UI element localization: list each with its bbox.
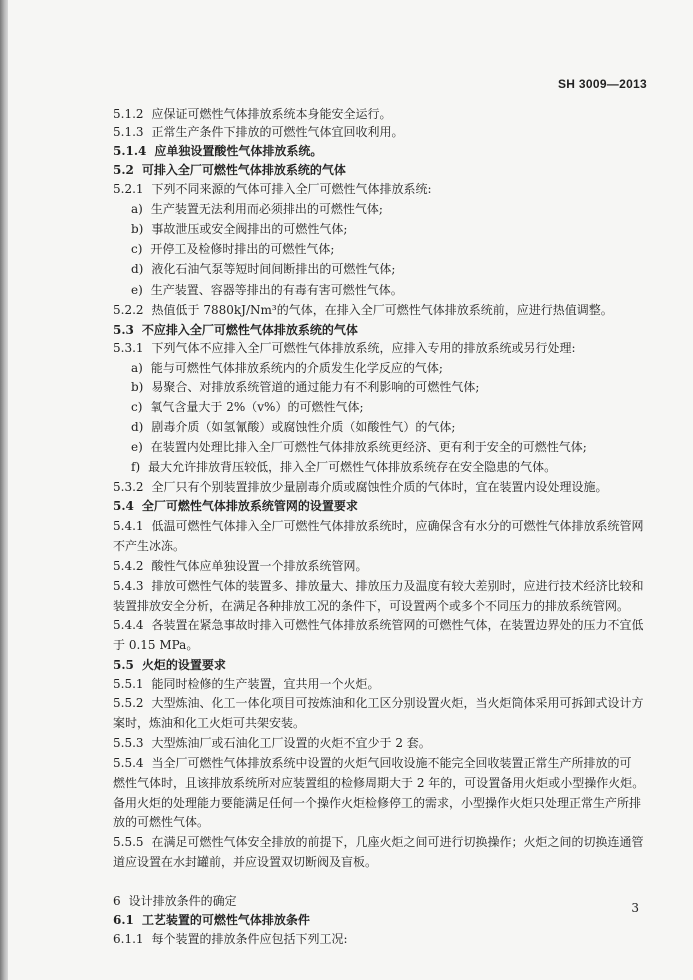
clause-line (113, 143, 322, 159)
clause-line (131, 282, 403, 298)
clause-continuation (113, 598, 629, 614)
clause-number: 6 (113, 894, 121, 908)
clause-line (113, 735, 431, 751)
clause-text: 开停工及检修时排出的可燃性气体; (150, 242, 335, 256)
clause-text: 大型炼油、化工一体化项目可按炼油和化工区分别设置火炬，当火炬筒体采用可拆卸式设计方 (151, 696, 644, 710)
clause-number: 5.2 (113, 163, 134, 177)
clause-line (113, 931, 348, 947)
clause-line (131, 399, 363, 415)
clause-line (113, 498, 358, 514)
clause-continuation (113, 637, 198, 653)
clause-line (113, 322, 358, 338)
clause-text: 道应设置在水封罐前，并应设置双切断阀及盲板。 (113, 855, 378, 869)
clause-number: 5.4.3 (113, 579, 144, 593)
clause-number: e) (131, 283, 143, 297)
clause-text: 装置排放安全分析，在满足各种排放工况的条件下，可设置两个或多个不同压力的排放系统管网。 (113, 599, 630, 613)
clause-text: 于 0.15 MPa。 (113, 638, 199, 652)
clause-number: 5.2.1 (113, 182, 144, 196)
clause-line (131, 439, 587, 455)
page-number: 3 (631, 901, 639, 915)
clause-line (113, 479, 608, 495)
clause-line (113, 578, 644, 594)
clause-text: 每个装置的排放条件应包括下列工况: (151, 932, 348, 946)
clause-text: 备用火炬的处理能力要能满足任何一个操作火炬检修停工的需求，小型操作火炬只处理正常生产所排 (113, 796, 642, 810)
clause-continuation (113, 775, 644, 791)
clause-text: 下列不同来源的气体可排入全厂可燃性气体排放系统: (151, 182, 432, 196)
clause-text: 生产装置无法利用而必须排出的可燃性气体; (150, 202, 383, 216)
clause-number: 5.5.1 (113, 677, 144, 691)
clause-number: 5.4.2 (113, 559, 144, 573)
clause-line (113, 162, 346, 178)
clause-text: 案时，炼油和化工火炬可共架安装。 (113, 716, 306, 730)
clause-number: d) (131, 420, 144, 434)
clause-text: 剧毒介质（如氢氰酸）或腐蚀性介质（如酸性气）的气体; (151, 420, 456, 434)
clause-line (113, 676, 380, 692)
clause-text: 最大允许排放背压较低，排入全厂可燃性气体排放系统存在安全隐患的气体。 (148, 460, 557, 474)
clause-line (131, 419, 455, 435)
clause-text: 应保证可燃性气体排放系统本身能安全运行。 (151, 107, 392, 121)
standard-number: SH 3009—2013 (558, 77, 647, 91)
clause-text: 火炬的设置要求 (141, 658, 226, 672)
clause-number: 5.5 (113, 658, 134, 672)
clause-text: 能同时检修的生产装置，宜共用一个火炬。 (151, 677, 380, 691)
clause-line (113, 106, 392, 122)
clause-number: 5.3.2 (113, 480, 144, 494)
clause-text: 酸性气体应单独设置一个排放系统管网。 (151, 559, 368, 573)
clause-number: 5.1.3 (113, 125, 144, 139)
clause-text: 生产装置、容器等排出的有毒有害可燃性气体。 (150, 283, 403, 297)
clause-line (113, 558, 368, 574)
clause-text: 能与可燃性气体排放系统内的介质发生化学反应的气体; (150, 361, 443, 375)
clause-number: 5.1.4 (113, 144, 147, 158)
clause-number: b) (131, 222, 144, 236)
clause-text: 不应排入全厂可燃性气体排放系统的气体 (141, 323, 358, 337)
clause-text: 燃性气体时，且该排放系统所对应装置组的检修周期大于 2 年的，可设置备用火炬或小型操作火炬。 (113, 776, 645, 790)
clause-text: 设计排放条件的确定 (128, 894, 237, 908)
clause-number: 5.4 (113, 499, 134, 513)
clause-text: 正常生产条件下排放的可燃性气体宜回收利用。 (151, 125, 404, 139)
clause-text: 全厂可燃性气体排放系统管网的设置要求 (141, 499, 358, 513)
clause-number: 5.4.4 (113, 618, 144, 632)
clause-line (113, 124, 404, 140)
clause-line (131, 201, 383, 217)
clause-continuation (113, 854, 377, 870)
scan-binding-edge (0, 0, 8, 980)
clause-text: 低温可燃性气体排入全厂可燃性气体排放系统时，应确保含有水分的可燃性气体排放系统管网 (151, 519, 644, 533)
clause-number: 5.1.2 (113, 107, 144, 121)
clause-number: 6.1 (113, 913, 134, 927)
clause-text: 工艺装置的可燃性气体排放条件 (141, 913, 310, 927)
clause-line (113, 518, 644, 534)
clause-line (131, 261, 395, 277)
clause-number: c) (131, 242, 143, 256)
clause-number: 5.3 (113, 323, 134, 337)
clause-text: 易聚合、对排放系统管道的通过能力有不利影响的可燃性气体; (151, 380, 480, 394)
clause-line (113, 340, 576, 356)
clause-text: 液化石油气泵等短时间间断排出的可燃性气体; (151, 262, 396, 276)
clause-number: 5.5.5 (113, 835, 144, 849)
clause-text: 下列气体不应排入全厂可燃性气体排放系统，应排入专用的排放系统或另行处理: (151, 341, 576, 355)
clause-line (113, 834, 644, 850)
clause-line (131, 379, 479, 395)
clause-line (113, 657, 226, 673)
clause-line (131, 459, 556, 475)
clause-number: 5.5.4 (113, 756, 144, 770)
clause-line (113, 181, 432, 197)
clause-number: 5.5.2 (113, 696, 144, 710)
document-page (8, 0, 693, 980)
clause-number: c) (131, 400, 143, 414)
clause-text: 大型炼油厂或石油化工厂设置的火炬不宜少于 2 套。 (151, 736, 431, 750)
clause-number: 6.1.1 (113, 932, 144, 946)
clause-text: 在装置内处理比排入全厂可燃性气体排放系统更经济、更有利于安全的可燃性气体; (150, 440, 587, 454)
clause-continuation (113, 795, 641, 811)
clause-continuation (113, 715, 305, 731)
clause-text: 事故泄压或安全阀排出的可燃性气体; (151, 222, 348, 236)
clause-text: 排放可燃性气体的装置多、排放量大、排放压力及温度有较大差别时，应进行技术经济比较和 (151, 579, 644, 593)
clause-line (131, 360, 443, 376)
clause-number: 5.3.1 (113, 341, 144, 355)
clause-continuation (113, 814, 209, 830)
clause-text: 各装置在紧急事故时排入可燃性气体排放系统管网的可燃性气体，在装置边界处的压力不宜低 (151, 618, 644, 632)
clause-number: b) (131, 380, 144, 394)
clause-text: 不产生冰冻。 (113, 539, 186, 553)
clause-line (113, 695, 644, 711)
clause-text: 全厂只有个别装置排放少量剧毒介质或腐蚀性介质的气体时，宜在装置内设处理设施。 (151, 480, 608, 494)
clause-text: 应单独设置酸性气体排放系统。 (154, 144, 323, 158)
clause-text: 氧气含量大于 2%（v%）的可燃性气体; (150, 400, 364, 414)
clause-line (113, 617, 644, 633)
clause-line (113, 302, 613, 318)
clause-continuation (113, 538, 185, 554)
clause-number: a) (131, 202, 143, 216)
clause-number: d) (131, 262, 144, 276)
clause-line (131, 221, 347, 237)
clause-number: a) (131, 361, 143, 375)
clause-number: f) (131, 460, 141, 474)
clause-line (113, 755, 632, 771)
clause-text: 热值低于 7880kJ/Nm³的气体，在排入全厂可燃性气体排放系统前，应进行热值调整。 (151, 303, 613, 317)
clause-text: 当全厂可燃性气体排放系统中设置的火炬气回收设施不能完全回收装置正常生产所排放的可 (151, 756, 632, 770)
clause-number: 5.2.2 (113, 303, 144, 317)
clause-text: 放的可燃性气体。 (113, 815, 210, 829)
clause-text: 在满足可燃性气体安全排放的前提下，几座火炬之间可进行切换操作；火炬之间的切换连通管 (151, 835, 644, 849)
clause-number: 5.5.3 (113, 736, 144, 750)
clause-text: 可排入全厂可燃性气体排放系统的气体 (141, 163, 346, 177)
clause-line (131, 241, 334, 257)
clause-line (113, 912, 310, 928)
clause-line (113, 893, 237, 909)
clause-number: 5.4.1 (113, 519, 144, 533)
clause-number: e) (131, 440, 143, 454)
